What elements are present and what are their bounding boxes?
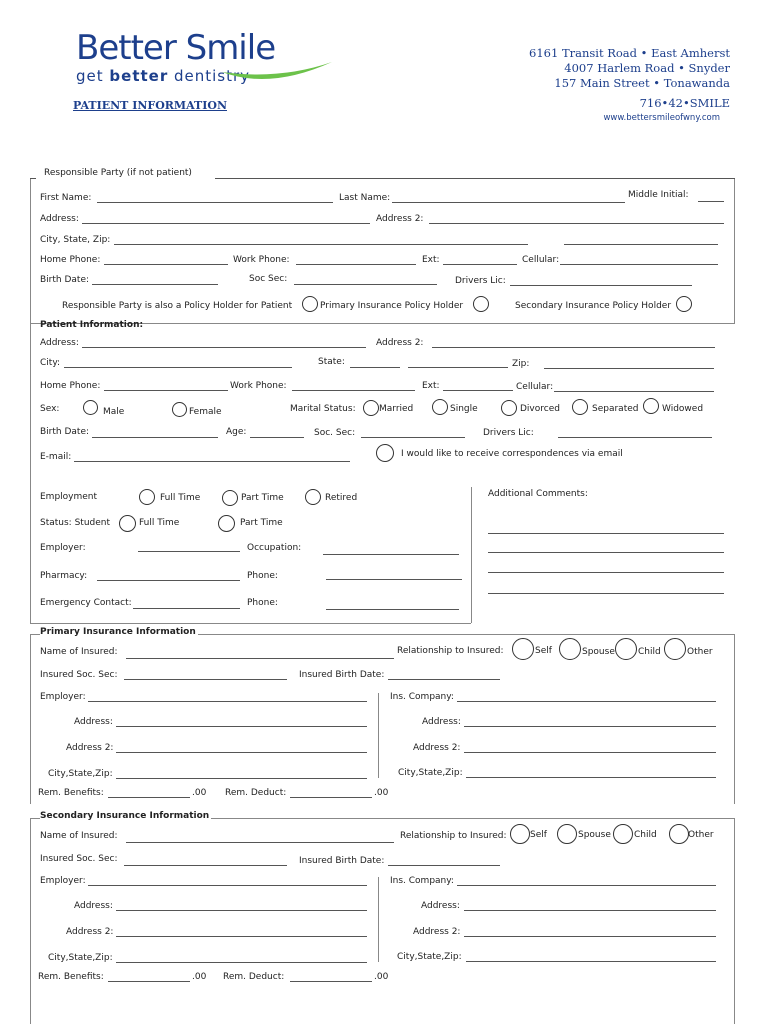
pt-soc-sec-field[interactable] — [361, 437, 465, 438]
pt-marital-divorced-label: Divorced — [520, 404, 560, 414]
si-employer-address2-label: Address 2: — [66, 927, 114, 937]
si-employer-address-label: Address: — [74, 901, 113, 911]
si-insured-soc-label: Insured Soc. Sec: — [40, 854, 118, 864]
si-rem-deduct-field[interactable] — [290, 981, 372, 982]
pt-occupation-field[interactable] — [323, 554, 459, 555]
si-company-address2-field[interactable] — [464, 936, 716, 937]
pt-sex-label: Sex: — [40, 404, 60, 414]
si-ins-company-label: Ins. Company: — [390, 876, 454, 886]
pi-company-address-field[interactable] — [464, 726, 716, 727]
pi-insured-birth-label: Insured Birth Date: — [299, 670, 385, 680]
si-employer-field[interactable] — [88, 885, 367, 886]
secondary-insurance-section — [30, 818, 735, 1024]
pt-home-phone-field[interactable] — [104, 390, 228, 391]
pt-email-pref-radio[interactable] — [376, 444, 394, 462]
si-employer-address-field[interactable] — [116, 910, 367, 911]
pi-insured-soc-label: Insured Soc. Sec: — [40, 670, 118, 680]
pt-marital-separated-radio[interactable] — [572, 399, 588, 415]
pi-relationship-other-radio[interactable] — [664, 638, 686, 660]
si-relationship-other-label: Other — [688, 830, 714, 840]
primary-insurance-heading: Primary Insurance Information — [40, 627, 196, 637]
office-address-2: 4007 Harlem Road • Snyder — [564, 61, 730, 75]
pt-birth-date-label: Birth Date: — [40, 427, 90, 437]
pt-city-label: City: — [40, 358, 61, 368]
pt-email-field[interactable] — [74, 461, 350, 462]
pt-employment-full-time-label: Full Time — [160, 493, 201, 503]
pt-ext-field[interactable] — [443, 390, 513, 391]
pt-emergency-phone-field[interactable] — [326, 609, 459, 610]
pt-employment-full-time-radio[interactable] — [139, 489, 155, 505]
pt-student-full-time-radio[interactable] — [119, 515, 136, 532]
rp-last-name-label: Last Name: — [339, 193, 391, 203]
si-company-address-field[interactable] — [464, 910, 716, 911]
rp-birth-date-label: Birth Date: — [40, 275, 90, 285]
rp-soc-sec-label: Soc Sec: — [249, 274, 288, 284]
logo-tagline-pre: get — [76, 67, 110, 85]
si-relationship-spouse-radio[interactable] — [557, 824, 577, 844]
secondary-insurance-heading: Secondary Insurance Information — [40, 811, 210, 821]
pt-marital-single-radio[interactable] — [432, 399, 448, 415]
pt-student-status-label: Status: Student — [40, 518, 111, 528]
pt-marital-married-label: Married — [379, 404, 414, 414]
pi-insured-soc-field[interactable] — [124, 679, 287, 680]
si-employer-city-field[interactable] — [116, 962, 367, 963]
additional-comments-line-3[interactable] — [488, 572, 724, 573]
si-rem-deduct-label: Rem. Deduct: — [223, 972, 285, 982]
pi-relationship-other-label: Other — [687, 647, 713, 657]
pt-marital-widowed-radio[interactable] — [643, 398, 659, 414]
pt-email-pref-label: I would like to receive correspondences via email — [401, 449, 623, 459]
pi-relationship-label: Relationship to Insured: — [397, 646, 504, 656]
pt-ext-label: Ext: — [422, 381, 440, 391]
pt-cellular-label: Cellular: — [516, 382, 554, 392]
rp-secondary-holder-label: Secondary Insurance Policy Holder — [515, 301, 672, 311]
pi-company-address-label: Address: — [422, 717, 461, 727]
si-ins-company-field[interactable] — [457, 885, 716, 886]
rp-primary-holder-label: Primary Insurance Policy Holder — [320, 301, 464, 311]
additional-comments-line-2[interactable] — [488, 552, 724, 553]
form-title: PATIENT INFORMATION — [73, 99, 227, 112]
pt-drivers-lic-field[interactable] — [558, 437, 712, 438]
si-company-address2-label: Address 2: — [413, 927, 461, 937]
pt-soc-sec-label: Soc. Sec: — [314, 428, 356, 438]
rp-first-name-field[interactable] — [97, 202, 333, 203]
pt-work-phone-field[interactable] — [292, 390, 415, 391]
pt-state-field[interactable] — [350, 367, 400, 368]
pt-employer-label: Employer: — [40, 543, 86, 553]
pt-sex-male-label: Male — [103, 407, 125, 417]
rp-drivers-lic-label: Drivers Lic: — [455, 276, 506, 286]
pi-relationship-self-label: Self — [535, 646, 552, 656]
si-company-city-field[interactable] — [466, 961, 716, 962]
pi-ins-company-label: Ins. Company: — [390, 692, 454, 702]
pi-rem-deduct-cents: .00 — [374, 788, 389, 798]
pt-emergency-contact-field[interactable] — [133, 608, 240, 609]
pt-city-field[interactable] — [64, 367, 292, 368]
rp-home-phone-label: Home Phone: — [40, 255, 101, 265]
pt-employment-label: Employment — [40, 492, 98, 502]
office-address-3: 157 Main Street • Tonawanda — [554, 76, 730, 90]
pt-marital-widowed-label: Widowed — [662, 404, 704, 414]
pi-employer-field[interactable] — [88, 701, 367, 702]
si-company-address-label: Address: — [421, 901, 460, 911]
pt-emergency-contact-label: Emergency Contact: — [40, 598, 132, 608]
rp-address-label: Address: — [40, 214, 79, 224]
pi-relationship-child-radio[interactable] — [615, 638, 637, 660]
pt-employment-retired-label: Retired — [325, 493, 358, 503]
rp-birth-date-field[interactable] — [92, 284, 218, 285]
pt-marital-single-label: Single — [450, 404, 478, 414]
si-employer-label: Employer: — [40, 876, 86, 886]
si-rem-benefits-field[interactable] — [108, 981, 190, 982]
additional-comments-line-1[interactable] — [488, 533, 724, 534]
pt-address2-field[interactable] — [432, 347, 715, 348]
pt-address-field[interactable] — [82, 347, 366, 348]
pt-student-part-time-label: Part Time — [240, 518, 283, 528]
pi-relationship-spouse-radio[interactable] — [559, 638, 581, 660]
logo-tagline-bold: better — [109, 67, 169, 85]
si-rem-benefits-cents: .00 — [192, 972, 207, 982]
rp-work-phone-label: Work Phone: — [233, 255, 290, 265]
pt-marital-married-radio[interactable] — [363, 400, 379, 416]
pt-birth-date-field[interactable] — [92, 437, 218, 438]
pt-sex-female-radio[interactable] — [172, 402, 187, 417]
pt-pharmacy-field[interactable] — [97, 580, 240, 581]
pt-pharmacy-phone-label: Phone: — [247, 571, 278, 581]
pi-rem-deduct-field[interactable] — [290, 797, 372, 798]
si-company-city-label: City,State,Zip: — [397, 952, 462, 962]
si-relationship-spouse-label: Spouse — [578, 830, 611, 840]
pi-employer-address2-label: Address 2: — [66, 743, 114, 753]
rp-middle-initial-field[interactable] — [698, 201, 724, 202]
pi-employer-label: Employer: — [40, 692, 86, 702]
office-website: www.bettersmileofwny.com — [603, 113, 720, 123]
pt-sex-female-label: Female — [189, 407, 222, 417]
pi-employer-city-label: City,State,Zip: — [48, 769, 113, 779]
patient-info-heading: Patient Information: — [40, 320, 144, 330]
pt-state-label: State: — [318, 357, 345, 367]
rp-primary-holder-radio[interactable] — [302, 296, 318, 312]
rp-ext-field[interactable] — [443, 264, 517, 265]
pi-rem-benefits-cents: .00 — [192, 788, 207, 798]
pi-employer-address-label: Address: — [74, 717, 113, 727]
pt-pharmacy-phone-field[interactable] — [326, 579, 462, 580]
pt-email-label: E-mail: — [40, 452, 72, 462]
pt-zip-field[interactable] — [544, 368, 714, 369]
rp-cellular-label: Cellular: — [522, 255, 560, 265]
rp-cellular-field[interactable] — [560, 264, 718, 265]
rp-drivers-lic-field[interactable] — [510, 285, 692, 286]
rp-address-field[interactable] — [82, 223, 370, 224]
pi-rem-benefits-field[interactable] — [108, 797, 190, 798]
pt-address2-label: Address 2: — [376, 338, 424, 348]
pi-name-of-insured-field[interactable] — [126, 658, 394, 659]
pi-relationship-self-radio[interactable] — [512, 638, 534, 660]
si-insured-soc-field[interactable] — [124, 865, 287, 866]
pi-company-address2-label: Address 2: — [413, 743, 461, 753]
si-relationship-child-radio[interactable] — [613, 824, 633, 844]
pt-marital-divorced-radio[interactable] — [501, 400, 517, 416]
pt-emergency-phone-label: Phone: — [247, 598, 278, 608]
si-insured-birth-label: Insured Birth Date: — [299, 856, 385, 866]
si-rem-benefits-label: Rem. Benefits: — [38, 972, 104, 982]
pt-drivers-lic-label: Drivers Lic: — [483, 428, 534, 438]
si-relationship-self-label: Self — [530, 830, 547, 840]
rp-policy-holder-prompt: Responsible Party is also a Policy Holder for Patient — [62, 301, 293, 311]
rp-middle-initial-label: Middle Initial: — [628, 190, 689, 200]
logo-wordmark: Better Smile — [76, 28, 276, 68]
pt-employment-part-time-label: Part Time — [241, 493, 284, 503]
pi-employer-address2-field[interactable] — [116, 752, 367, 753]
pi-company-city-label: City,State,Zip: — [398, 768, 463, 778]
rp-home-phone-field[interactable] — [104, 264, 228, 265]
rp-city-state-zip-field-2[interactable] — [564, 244, 718, 245]
logo-smile-swoosh-icon — [220, 58, 340, 88]
si-relationship-label: Relationship to Insured: — [400, 831, 507, 841]
pi-employer-city-field[interactable] — [116, 778, 367, 779]
pi-relationship-child-label: Child — [638, 647, 661, 657]
si-relationship-child-label: Child — [634, 830, 657, 840]
pt-marital-status-label: Marital Status: — [290, 404, 356, 414]
si-employer-city-label: City,State,Zip: — [48, 953, 113, 963]
pt-occupation-label: Occupation: — [247, 543, 302, 553]
pt-marital-separated-label: Separated — [592, 404, 639, 414]
pt-sex-male-radio[interactable] — [83, 400, 98, 415]
pi-employer-address-field[interactable] — [116, 726, 367, 727]
pt-age-field[interactable] — [250, 437, 304, 438]
pt-employment-retired-radio[interactable] — [305, 489, 321, 505]
pi-rem-deduct-label: Rem. Deduct: — [225, 788, 287, 798]
pt-address-label: Address: — [40, 338, 79, 348]
rp-secondary-holder-radio[interactable] — [676, 296, 692, 312]
pi-relationship-spouse-label: Spouse — [582, 647, 615, 657]
si-insured-birth-field[interactable] — [388, 865, 500, 866]
rp-work-phone-field[interactable] — [296, 264, 416, 265]
pi-ins-company-field[interactable] — [457, 701, 716, 702]
pi-name-of-insured-label: Name of Insured: — [40, 647, 118, 657]
rp-city-state-zip-field[interactable] — [114, 244, 528, 245]
rp-address2-field[interactable] — [429, 223, 724, 224]
rp-last-name-field[interactable] — [392, 202, 625, 203]
pi-insured-birth-field[interactable] — [388, 679, 500, 680]
rp-secondary-holder-radio-a[interactable] — [473, 296, 489, 312]
pt-age-label: Age: — [226, 427, 247, 437]
logo-tagline-post: dentistry — [168, 67, 251, 85]
office-phone: 716•42•SMILE — [639, 96, 730, 110]
pt-student-part-time-radio[interactable] — [218, 515, 235, 532]
additional-comments-line-4[interactable] — [488, 593, 724, 594]
rp-city-state-zip-label: City, State, Zip: — [40, 235, 111, 245]
rp-address2-label: Address 2: — [376, 214, 424, 224]
pt-work-phone-label: Work Phone: — [230, 381, 287, 391]
si-relationship-self-radio[interactable] — [510, 824, 530, 844]
pi-company-city-field[interactable] — [466, 777, 716, 778]
rp-first-name-label: First Name: — [40, 193, 92, 203]
pi-rem-benefits-label: Rem. Benefits: — [38, 788, 104, 798]
rp-soc-sec-field[interactable] — [294, 284, 437, 285]
additional-comments-label: Additional Comments: — [488, 489, 588, 499]
pt-student-full-time-label: Full Time — [139, 518, 180, 528]
si-rem-deduct-cents: .00 — [374, 972, 389, 982]
pt-employment-part-time-radio[interactable] — [222, 490, 238, 506]
office-address-1: 6161 Transit Road • East Amherst — [529, 46, 730, 60]
si-relationship-other-radio[interactable] — [669, 824, 689, 844]
si-name-of-insured-label: Name of Insured: — [40, 831, 118, 841]
pt-state-field-2[interactable] — [408, 367, 508, 368]
pi-company-address2-field[interactable] — [464, 752, 716, 753]
pt-employer-field[interactable] — [138, 551, 240, 552]
si-name-of-insured-field[interactable] — [126, 842, 394, 843]
pt-pharmacy-label: Pharmacy: — [40, 571, 88, 581]
pt-cellular-field[interactable] — [554, 391, 714, 392]
si-employer-address2-field[interactable] — [116, 936, 367, 937]
pt-zip-label: Zip: — [512, 359, 530, 369]
pt-home-phone-label: Home Phone: — [40, 381, 101, 391]
responsible-party-heading: Responsible Party (if not patient) — [44, 168, 192, 178]
rp-ext-label: Ext: — [422, 255, 440, 265]
